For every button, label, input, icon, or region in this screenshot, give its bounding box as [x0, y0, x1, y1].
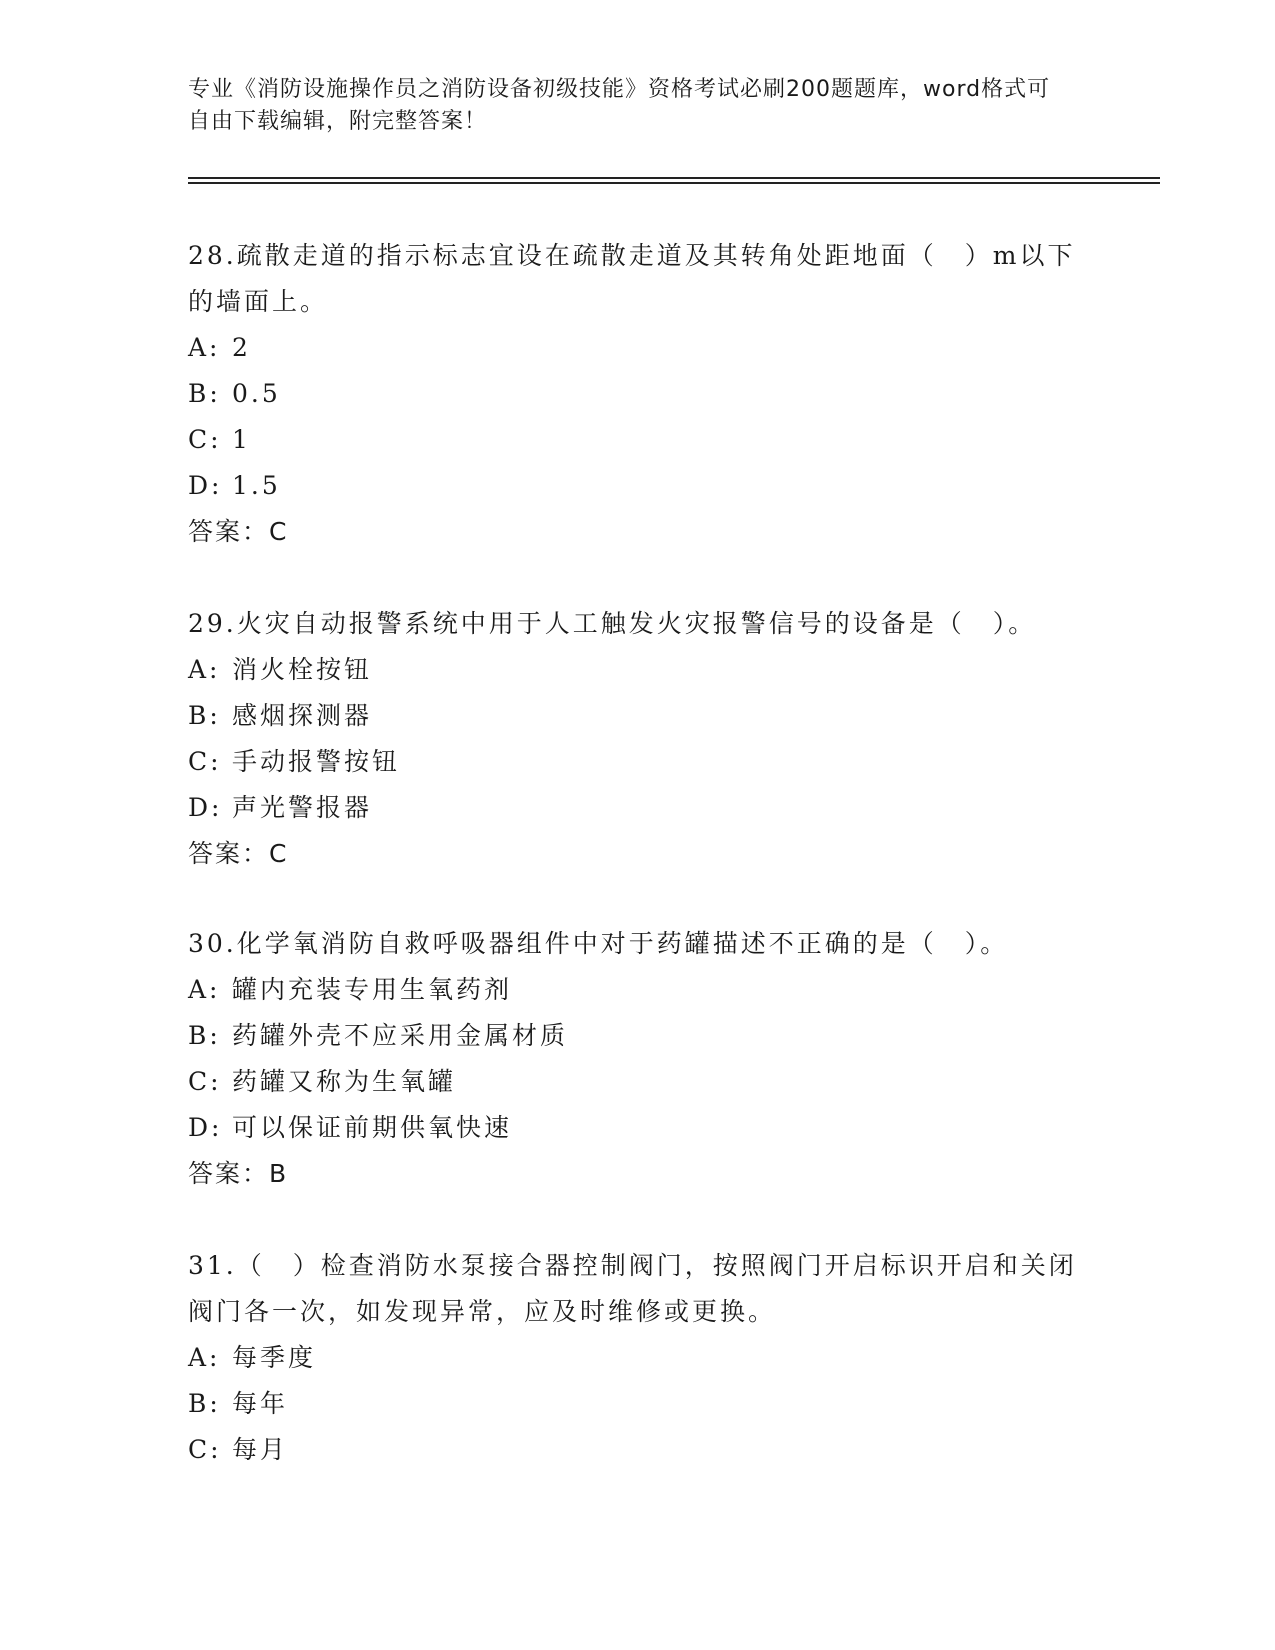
option-text: 每季度	[232, 1343, 317, 1372]
option-letter: B:	[188, 379, 221, 408]
option-b	[188, 1013, 1088, 1059]
answer-line	[188, 1151, 1088, 1197]
option-letter: C:	[188, 1067, 222, 1096]
option-b	[188, 1381, 1088, 1427]
option-b	[188, 371, 1088, 417]
question-stem	[188, 1243, 1088, 1335]
option-text: 消火栓按钮	[232, 655, 373, 684]
option-c	[188, 417, 1088, 463]
option-text: 0.5	[232, 379, 281, 408]
option-letter: D:	[188, 1113, 223, 1142]
answer-label: 答案：	[188, 517, 270, 546]
option-letter: D:	[188, 471, 223, 500]
option-letter: D:	[188, 793, 223, 822]
answer-value: C	[269, 839, 289, 868]
question-30	[188, 921, 1088, 1197]
option-text: 手动报警按钮	[232, 747, 401, 776]
option-a	[188, 1335, 1088, 1381]
option-text: 感烟探测器	[232, 701, 373, 730]
option-letter: A:	[188, 333, 221, 362]
option-d	[188, 463, 1088, 509]
answer-line	[188, 509, 1088, 555]
option-text: 罐内充装专用生氧药剂	[232, 975, 513, 1004]
option-letter: C:	[188, 1435, 222, 1464]
question-stem	[188, 233, 1088, 325]
option-c	[188, 1427, 1088, 1473]
option-c	[188, 1059, 1088, 1105]
option-text: 药罐外壳不应采用金属材质	[232, 1021, 569, 1050]
question-text: 火灾自动报警系统中用于人工触发火灾报警信号的设备是（ ）。	[236, 609, 1037, 638]
option-a	[188, 325, 1088, 371]
question-29	[188, 601, 1088, 877]
question-text: 疏散走道的指示标志宜设在疏散走道及其转角处距地面（ ）m以下的墙面上。	[188, 241, 1076, 316]
option-letter: A:	[188, 655, 221, 684]
option-d	[188, 785, 1088, 831]
option-text: 可以保证前期供氧快速	[232, 1113, 513, 1142]
question-number: 30.	[188, 929, 237, 958]
option-d	[188, 1105, 1088, 1151]
option-a	[188, 967, 1088, 1013]
question-stem	[188, 601, 1088, 647]
header-divider-top	[188, 177, 1160, 179]
answer-label: 答案：	[188, 839, 270, 868]
option-letter: B:	[188, 1021, 221, 1050]
option-letter: A:	[188, 1343, 221, 1372]
option-letter: C:	[188, 747, 222, 776]
question-stem	[188, 921, 1088, 967]
option-text: 1.5	[232, 471, 281, 500]
header-divider-bottom	[188, 182, 1160, 184]
option-b	[188, 693, 1088, 739]
option-text: 2	[232, 333, 251, 362]
question-text: （ ）检查消防水泵接合器控制阀门，按照阀门开启标识开启和关闭阀门各一次，如发现异常，应及时维修或更换。	[188, 1251, 1077, 1326]
answer-line	[188, 831, 1088, 877]
option-letter: C:	[188, 425, 222, 454]
option-text: 每年	[232, 1389, 289, 1418]
option-a	[188, 647, 1088, 693]
question-31	[188, 1243, 1088, 1473]
option-text: 每月	[232, 1435, 289, 1464]
option-text: 药罐又称为生氧罐	[232, 1067, 457, 1096]
question-text: 化学氧消防自救呼吸器组件中对于药罐描述不正确的是（ ）。	[236, 929, 1009, 958]
answer-value: C	[269, 517, 289, 546]
document-header: 专业《消防设施操作员之消防设备初级技能》资格考试必刷200题题库，word格式可自由下载编辑，附完整答案！	[188, 77, 1051, 134]
option-text: 1	[232, 425, 251, 454]
answer-label: 答案：	[188, 1159, 270, 1188]
option-letter: B:	[188, 1389, 221, 1418]
option-c	[188, 739, 1088, 785]
answer-value: B	[269, 1159, 289, 1188]
option-letter: A:	[188, 975, 221, 1004]
question-number: 31.	[188, 1251, 237, 1280]
option-letter: B:	[188, 701, 221, 730]
question-number: 29.	[188, 609, 237, 638]
question-number: 28.	[188, 241, 237, 270]
option-text: 声光警报器	[232, 793, 373, 822]
question-28	[188, 233, 1088, 555]
